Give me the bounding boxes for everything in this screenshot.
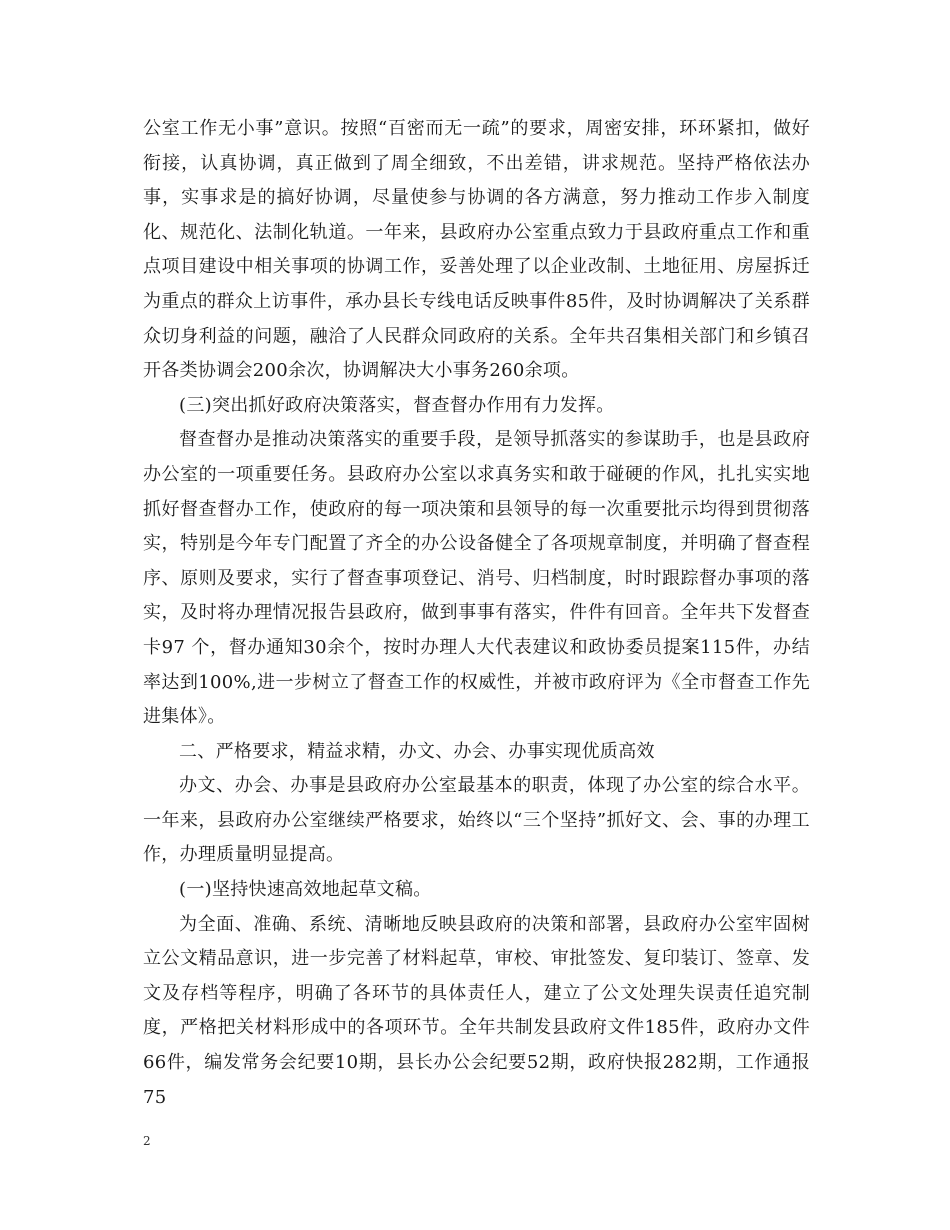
paragraph-2-heading: (三)突出抓好政府决策落实，督查督办作用有力发挥。 xyxy=(179,394,615,416)
paragraph-5: 办文、办会、办事是县政府办公室最基本的职责，体现了办公室的综合水平。一年来，县政府办公室继续严格要求，始终以“三个坚持”抓好文、会、事的办理工作，办理质量明显提高。 xyxy=(143,775,810,866)
paragraph-1: 公室工作无小事”意识。按照“百密而无一疏”的要求，周密安排，环环紧扣，做好衔接，认真协调，真正做到了周全细致，不出差错，讲求规范。坚持严格依法办事，实事求是的搞好协调，尽量使参与协调的各方满意，努力推动工作步入制度化、规范化、法制化轨道。一年来，县政府办公室重点致力于县政府重点工作和重点项目建设中相关事项的协调工作，妥善处理了以企业改制、土地征用、房屋拆迁为重点的群众上访事件，承办县长专线电话反映事件85件，及时协调解决了关系群众切身利益的问题，融洽了人民群众同政府的关系。全年共召集相关部门和乡镇召开各类协调会200余次，协调解决大小事务260余项。 xyxy=(143,118,810,382)
page-number: 2 xyxy=(143,1134,151,1148)
paragraph-7: 为全面、准确、系统、清晰地反映县政府的决策和部署，县政府办公室牢固树立公文精品意识，进一步完善了材料起草，审校、审批签发、复印装订、签章、发文及存档等程序，明确了各环节的具体责任人，建立了公文处理失误责任追究制度，严格把关材料形成中的各项环节。全年共制发县政府文件185件，政府办文件66件，编发常务会纪要10期，县长办公会纪要52期，政府快报282期，工作通报75 xyxy=(143,913,810,1108)
document-body xyxy=(143,112,810,1115)
paragraph-4-heading: 二、严格要求，精益求精，办文、办会、办事实现优质高效 xyxy=(179,740,655,762)
paragraph-6-heading: (一)坚持快速高效地起草文稿。 xyxy=(179,879,432,901)
paragraph-3: 督查督办是推动决策落实的重要手段，是领导抓落实的参谋助手，也是县政府办公室的一项重要任务。县政府办公室以求真务实和敢于碰硬的作风，扎扎实实地抓好督查督办工作，使政府的每一项决策和县领导的每一次重要批示均得到贯彻落实，特别是今年专门配置了齐全的办公设备健全了各项规章制度，并明确了督查程序、原则及要求，实行了督查事项登记、消号、归档制度，时时跟踪督办事项的落实，及时将办理情况报告县政府，做到事事有落实，件件有回音。全年共下发督查卡97 个，督办通知30余个，按时办理人大代表建议和政协委员提案115件，办结率达到100%,进一步树立了督查工作的权威性，并被市政府评为《全市督查工作先进集体》。 xyxy=(143,429,810,728)
